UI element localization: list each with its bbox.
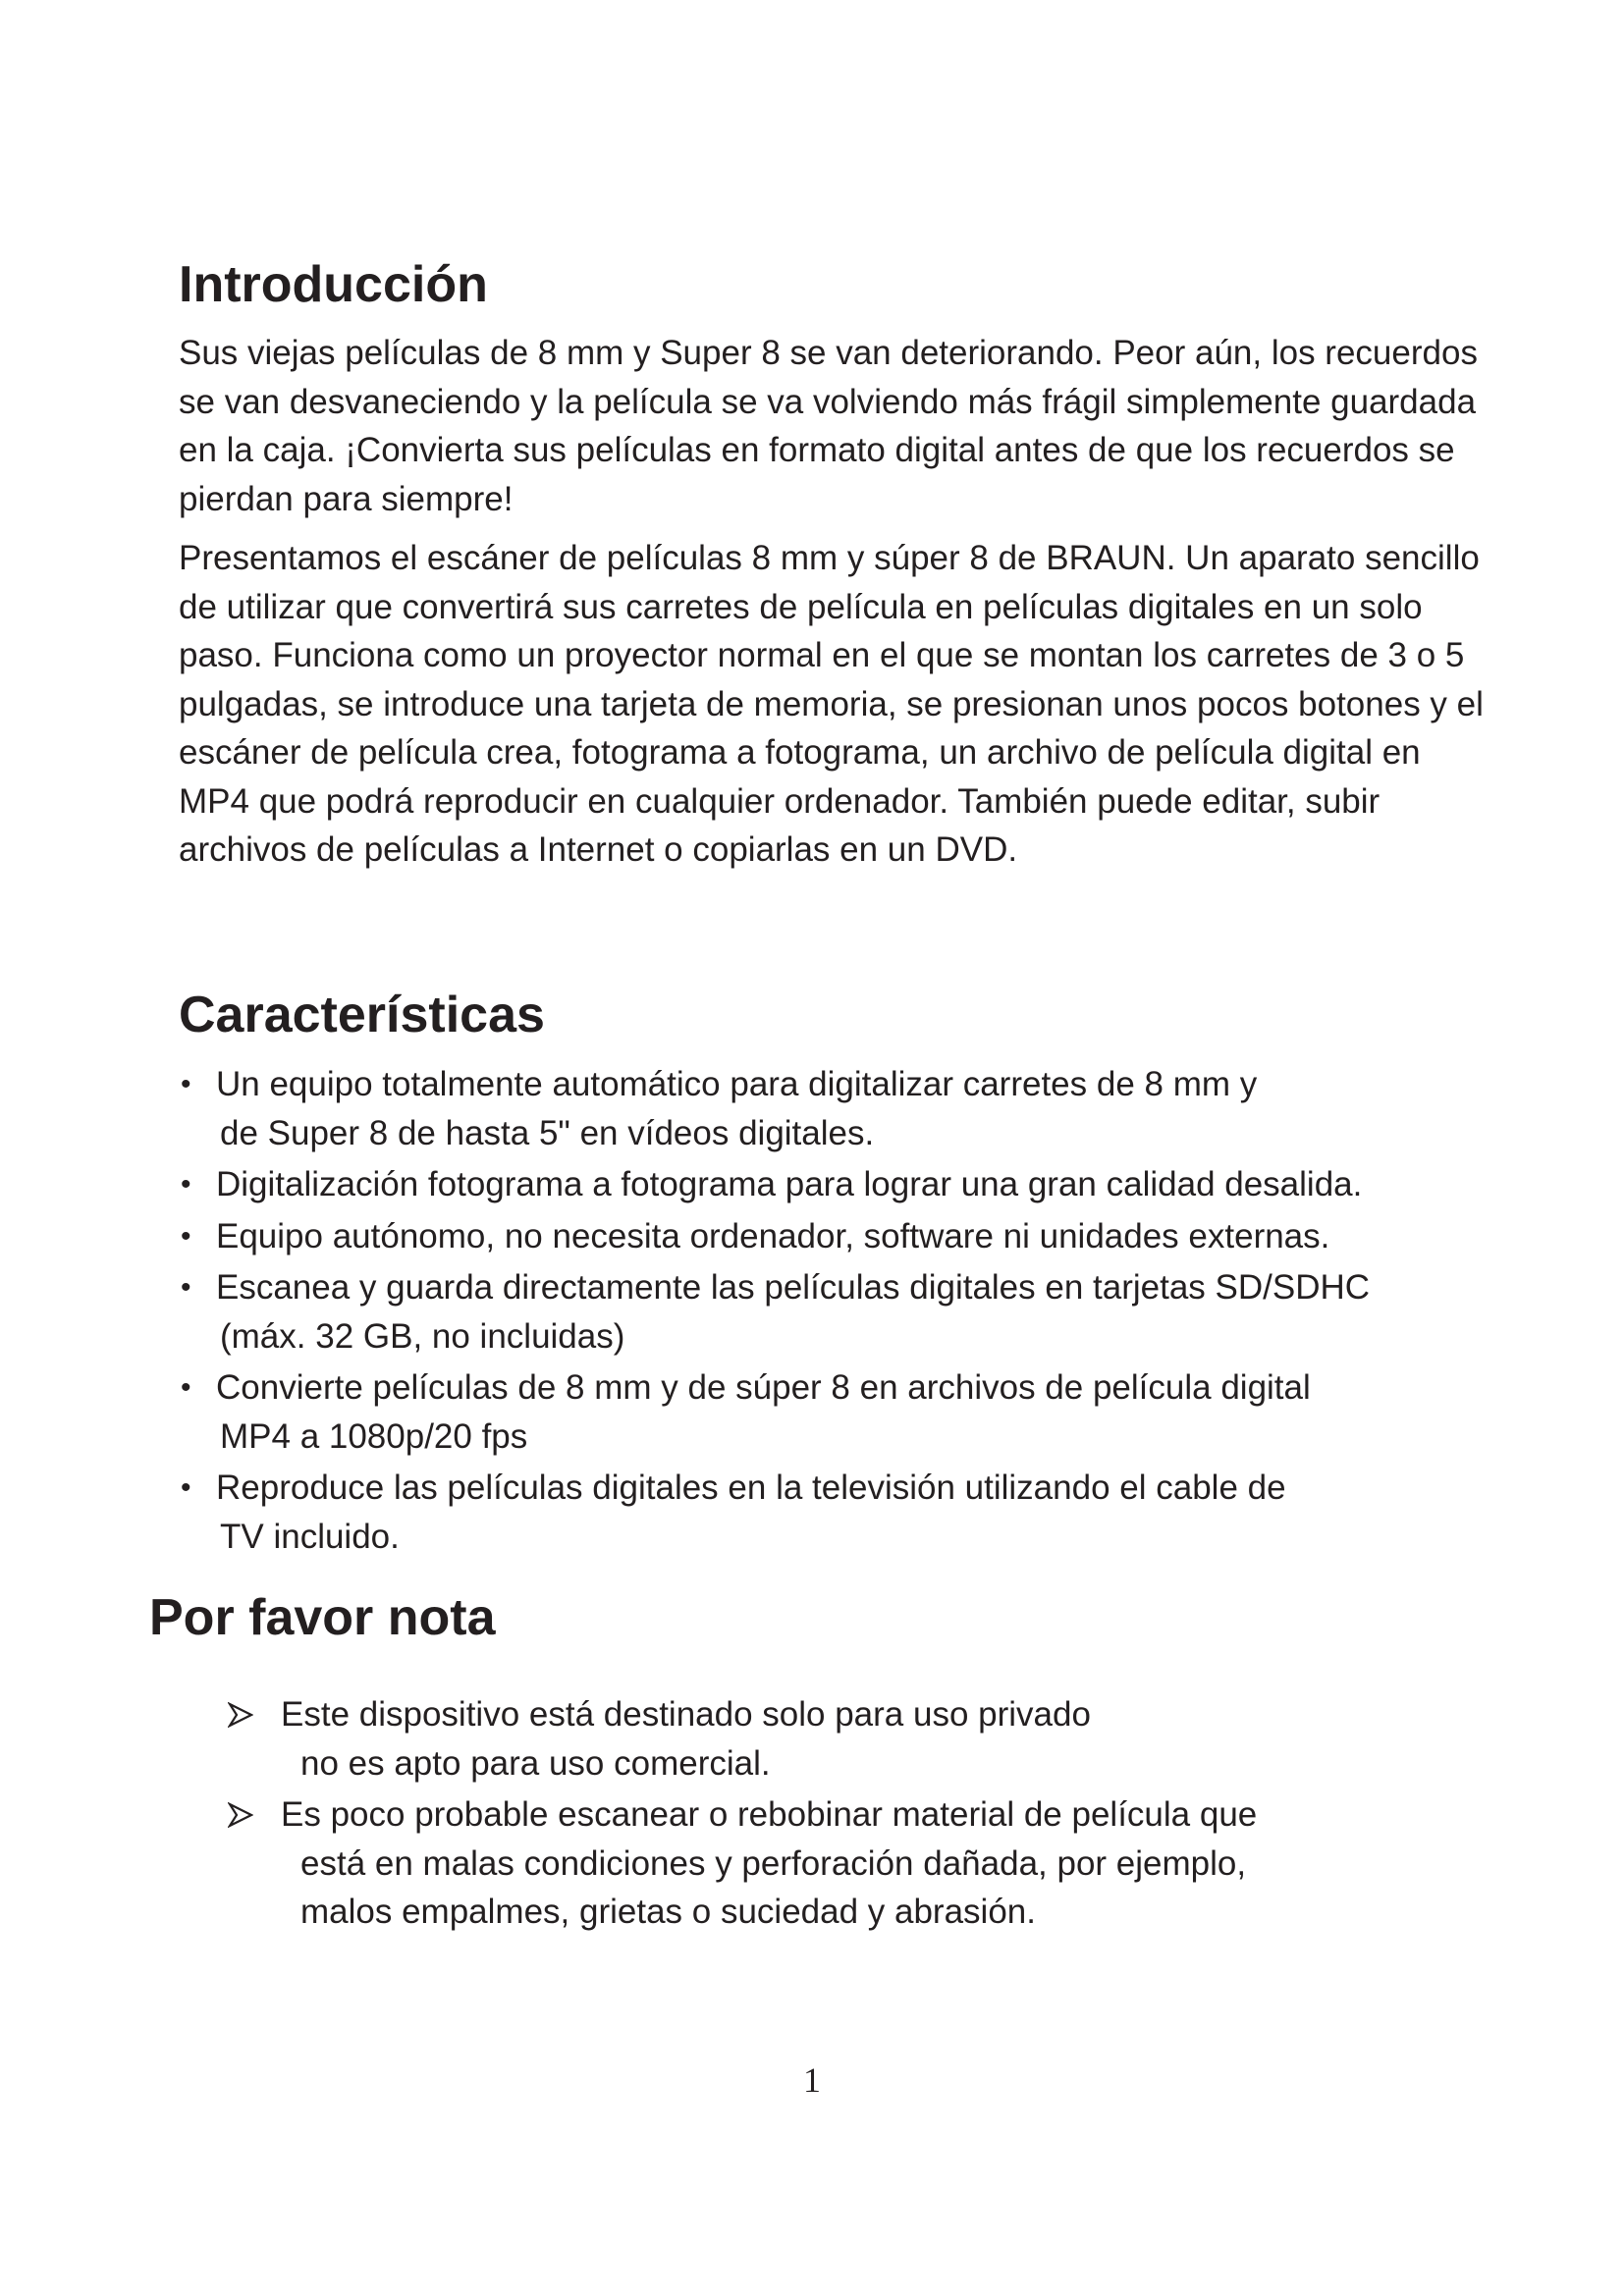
bullet-icon: • [181,1219,191,1253]
bullet-icon: • [181,1271,191,1304]
page-number: 1 [803,2060,821,2100]
feature-line-continued: (máx. 32 GB, no incluidas) [220,1316,625,1356]
features-heading: Características [179,987,545,1043]
note-heading: Por favor nota [149,1589,496,1646]
note-line: Este dispositivo está destinado solo para uso privado [281,1695,1091,1734]
feature-line: Reproduce las películas digitales en la televisión utilizando el cable de [216,1468,1286,1507]
feature-line: Convierte películas de 8 mm y de súper 8 en archivos de película digital [216,1368,1311,1407]
feature-line: Un equipo totalmente automático para digitalizar carretes de 8 mm y [216,1065,1258,1103]
feature-line-continued: TV incluido. [220,1517,400,1556]
list-item [179,1363,1494,1461]
bullet-icon: • [181,1371,191,1404]
list-item [179,1212,1494,1261]
arrow-bullet-icon [228,1702,253,1728]
list-item [228,1690,1406,1788]
list-item [179,1160,1494,1209]
feature-line: Equipo autónomo, no necesita ordenador, software ni unidades externas. [216,1216,1330,1255]
list-item [228,1790,1406,1937]
intro-heading: Introducción [179,256,488,313]
arrow-bullet-icon [228,1802,253,1828]
list-item [179,1263,1494,1361]
feature-line-continued: MP4 a 1080p/20 fps [220,1416,528,1456]
features-list [179,1060,1494,1564]
feature-line: Digitalización fotograma a fotograma para lograr una gran calidad desalida. [216,1165,1363,1203]
feature-line-continued: de Super 8 de hasta 5" en vídeos digitales. [220,1113,875,1152]
intro-paragraph-1: Sus viejas películas de 8 mm y Super 8 se van deteriorando. Peor aún, los recuerdos se van desvaneciendo y la película se va volviendo más frágil simplemente guardada en la caja. ¡Convierta sus películas en formato digital antes de que los recuerdos se pierdan para siempre! [179,334,1478,518]
bullet-icon: • [181,1068,191,1100]
bullet-icon: • [181,1168,191,1201]
list-item [179,1060,1494,1157]
feature-line: Escanea y guarda directamente las películas digitales en tarjetas SD/SDHC [216,1268,1371,1307]
note-line-continued: está en malas condiciones y perforación dañada, por ejemplo, malos empalmes, grietas o suciedad y abrasión. [300,1843,1247,1931]
intro-paragraph-2: Presentamos el escáner de películas 8 mm y súper 8 de BRAUN. Un aparato sencillo de utilizar que convertirá sus carretes de película en películas digitales en un solo paso. Funciona como un proyector normal en el que se montan los carretes de 3 o 5 pulgadas, se introduce una tarjeta de memoria, se presionan unos pocos botones y el escáner de película crea, fotograma a fotograma, un archivo de película digital en MP4 que podrá reproducir en cualquier ordenador. También puede editar, subir archivos de películas a Internet o copiarlas en un DVD. [179,539,1484,869]
note-line: Es poco probable escanear o rebobinar material de película que [281,1795,1258,1834]
note-list [228,1690,1406,1940]
note-line-continued: no es apto para uso comercial. [300,1743,771,1783]
list-item [179,1464,1494,1561]
bullet-icon: • [181,1471,191,1504]
